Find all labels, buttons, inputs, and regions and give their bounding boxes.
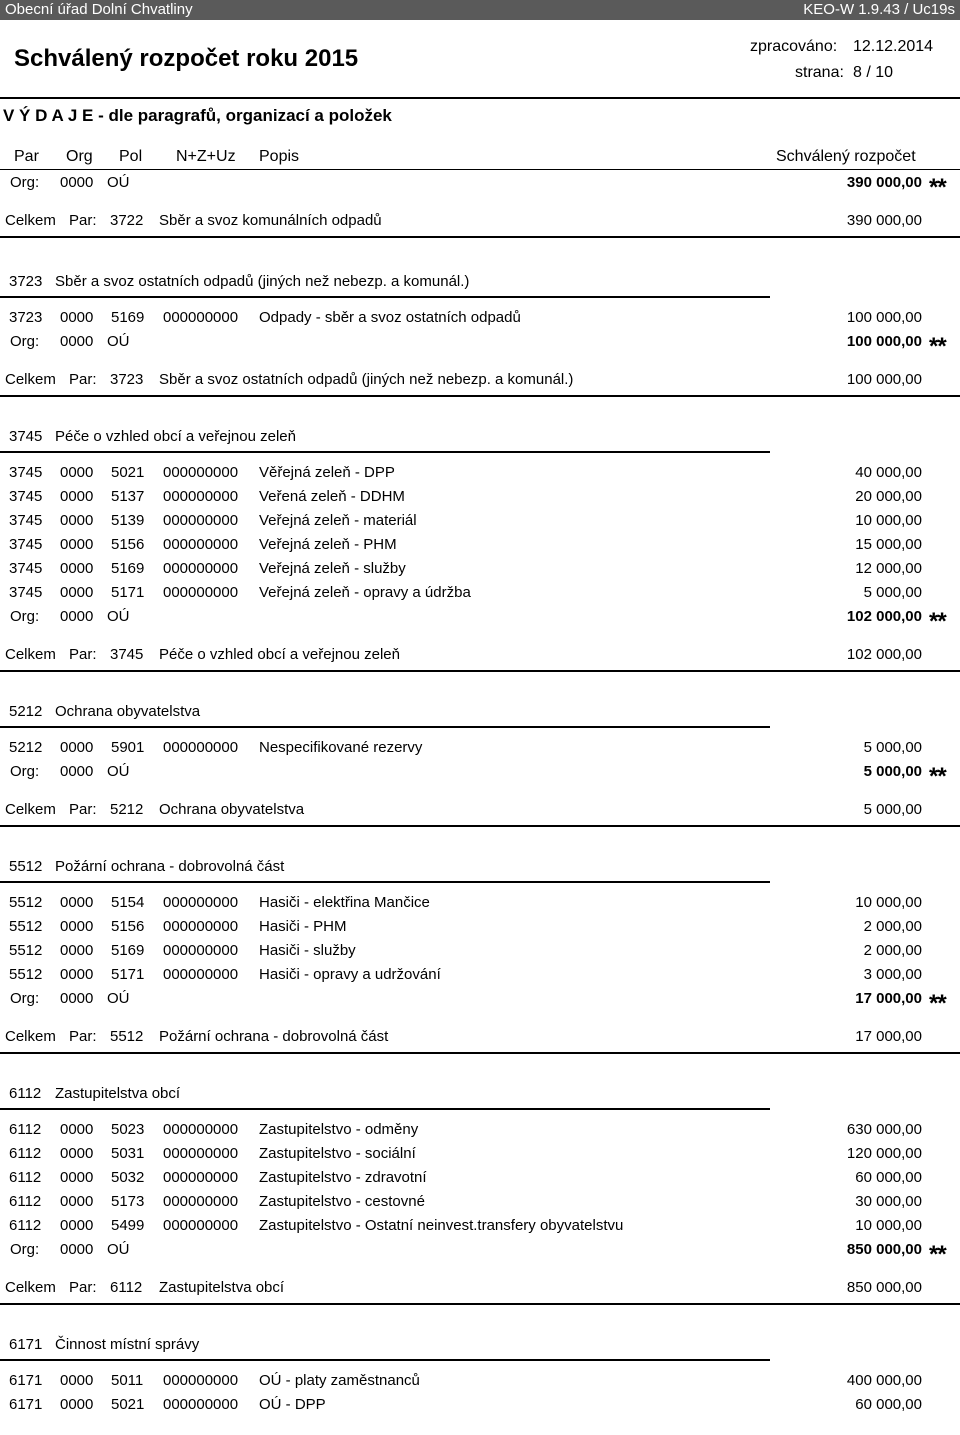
row-org: 0000 — [60, 894, 94, 911]
org-name: OÚ — [107, 763, 130, 780]
row-popis: Hasiči - elektřina Mančice — [259, 894, 430, 911]
col-header-par: Par — [14, 148, 39, 165]
row-nzu: 000000000 — [163, 1396, 239, 1413]
row-amount: 400 000,00 — [846, 1372, 922, 1389]
org-code: 0000 — [60, 333, 94, 350]
celkem-divider — [0, 825, 960, 827]
row-par: 5512 — [9, 966, 43, 983]
row-pol: 5032 — [111, 1169, 145, 1186]
row-amount: 10 000,00 — [855, 1217, 922, 1234]
org-name: OÚ — [107, 608, 130, 625]
row-nzu: 000000000 — [163, 512, 239, 529]
org-code: 0000 — [60, 763, 94, 780]
row-nzu: 000000000 — [163, 309, 239, 326]
row-pol: 5169 — [111, 942, 145, 959]
org-total-stars: ** — [929, 763, 946, 790]
row-amount: 12 000,00 — [855, 560, 922, 577]
row-popis: Nespecifikované rezervy — [259, 739, 423, 756]
celkem-par-label: Par: — [69, 212, 97, 229]
row-nzu: 000000000 — [163, 918, 239, 935]
org-total: 850 000,00 — [846, 1241, 922, 1258]
row-par: 3745 — [9, 536, 43, 553]
section-par-code: 6171 — [9, 1336, 43, 1353]
row-nzu: 000000000 — [163, 966, 239, 983]
section-title: Ochrana obyvatelstva — [55, 703, 201, 720]
row-org: 0000 — [60, 1145, 94, 1162]
col-header-popis: Popis — [259, 148, 300, 165]
section-divider — [0, 1108, 770, 1110]
row-popis: Věřejná zeleň - DPP — [259, 464, 395, 481]
org-total: 390 000,00 — [846, 174, 922, 191]
row-org: 0000 — [60, 488, 94, 505]
row-pol: 5139 — [111, 512, 145, 529]
section-par-code: 6112 — [9, 1085, 42, 1102]
row-pol: 5031 — [111, 1145, 145, 1162]
row-nzu: 000000000 — [163, 1121, 239, 1138]
celkem-total: 100 000,00 — [846, 371, 922, 388]
org-total-stars: ** — [929, 990, 946, 1017]
row-amount: 5 000,00 — [863, 739, 922, 756]
row-org: 0000 — [60, 464, 94, 481]
row-amount: 10 000,00 — [855, 512, 922, 529]
row-amount: 2 000,00 — [863, 918, 922, 935]
row-org: 0000 — [60, 942, 94, 959]
celkem-par-code: 3723 — [110, 371, 144, 388]
processed-label: zpracováno: — [750, 38, 838, 55]
row-org: 0000 — [60, 560, 94, 577]
celkem-label: Celkem — [5, 1028, 56, 1045]
celkem-divider — [0, 1303, 960, 1305]
celkem-label: Celkem — [5, 371, 56, 388]
row-popis: Veřejná zeleň - materiál — [259, 512, 417, 529]
row-org: 0000 — [60, 966, 94, 983]
row-amount: 20 000,00 — [855, 488, 922, 505]
row-nzu: 000000000 — [163, 1169, 239, 1186]
row-pol: 5154 — [111, 894, 145, 911]
page-number: 8 / 10 — [853, 64, 894, 81]
section-divider — [0, 726, 770, 728]
org-label: Org: — [10, 763, 40, 780]
celkem-par-label: Par: — [69, 646, 97, 663]
row-pol: 5169 — [111, 309, 145, 326]
org-label: Org: — [10, 608, 40, 625]
row-org: 0000 — [60, 512, 94, 529]
row-nzu: 000000000 — [163, 1193, 239, 1210]
celkem-par-name: Zastupitelstva obcí — [159, 1279, 285, 1296]
row-popis: Zastupitelstvo - zdravotní — [259, 1169, 427, 1186]
row-popis: Veřejná zeleň - PHM — [259, 536, 397, 553]
row-pol: 5137 — [111, 488, 145, 505]
row-amount: 120 000,00 — [846, 1145, 922, 1162]
row-popis: Zastupitelstvo - sociální — [259, 1145, 416, 1162]
column-header-divider — [0, 169, 960, 170]
section-divider — [0, 881, 770, 883]
row-par: 5512 — [9, 894, 43, 911]
org-total-stars: ** — [929, 608, 946, 635]
celkem-par-name: Sběr a svoz ostatních odpadů (jiných než nebezp. a komunál.) — [159, 371, 574, 388]
celkem-divider — [0, 395, 960, 397]
header-bar — [0, 0, 960, 20]
row-amount: 10 000,00 — [855, 894, 922, 911]
row-nzu: 000000000 — [163, 739, 239, 756]
row-org: 0000 — [60, 1121, 94, 1138]
row-amount: 15 000,00 — [855, 536, 922, 553]
row-nzu: 000000000 — [163, 1372, 239, 1389]
row-amount: 40 000,00 — [855, 464, 922, 481]
row-amount: 5 000,00 — [863, 584, 922, 601]
celkem-divider — [0, 236, 960, 238]
row-popis: Hasiči - služby — [259, 942, 356, 959]
row-pol: 5156 — [111, 536, 145, 553]
row-org: 0000 — [60, 918, 94, 935]
row-pol: 5021 — [111, 1396, 145, 1413]
celkem-par-code: 3722 — [110, 212, 144, 229]
org-label: Org: — [10, 990, 40, 1007]
row-org: 0000 — [60, 536, 94, 553]
row-par: 6112 — [9, 1145, 42, 1162]
org-code: 0000 — [60, 990, 94, 1007]
row-popis: Hasiči - opravy a udržování — [259, 966, 441, 983]
section-divider — [0, 296, 770, 298]
row-par: 5512 — [9, 918, 43, 935]
section-par-code: 3723 — [9, 273, 43, 290]
program-code: KEO-W 1.9.43 / Uc19s — [803, 1, 955, 18]
org-total-stars: ** — [929, 1241, 946, 1268]
title-divider — [0, 97, 960, 99]
col-header-nzu: N+Z+Uz — [176, 148, 236, 165]
row-pol: 5901 — [111, 739, 145, 756]
row-par: 3745 — [9, 488, 43, 505]
row-pol: 5023 — [111, 1121, 145, 1138]
office-name: Obecní úřad Dolní Chvatliny — [5, 1, 193, 18]
org-total: 100 000,00 — [846, 333, 922, 350]
col-header-pol: Pol — [119, 148, 143, 165]
section-title: Činnost místní správy — [55, 1336, 200, 1353]
row-nzu: 000000000 — [163, 1217, 239, 1234]
org-name: OÚ — [107, 990, 130, 1007]
row-par: 3745 — [9, 560, 43, 577]
celkem-par-code: 3745 — [110, 646, 144, 663]
org-code: 0000 — [60, 1241, 94, 1258]
row-org: 0000 — [60, 1396, 94, 1413]
row-par: 6112 — [9, 1217, 42, 1234]
row-nzu: 000000000 — [163, 560, 239, 577]
row-amount: 630 000,00 — [846, 1121, 922, 1138]
col-header-amount: Schválený rozpočet — [776, 148, 916, 165]
org-code: 0000 — [60, 174, 94, 191]
org-label: Org: — [10, 333, 40, 350]
row-amount: 2 000,00 — [863, 942, 922, 959]
org-label: Org: — [10, 1241, 40, 1258]
row-par: 6112 — [9, 1121, 42, 1138]
row-pol: 5156 — [111, 918, 145, 935]
celkem-par-label: Par: — [69, 1279, 97, 1296]
section-par-code: 5512 — [9, 858, 43, 875]
row-amount: 3 000,00 — [863, 966, 922, 983]
celkem-divider — [0, 1052, 960, 1054]
section-par-code: 3745 — [9, 428, 43, 445]
row-org: 0000 — [60, 1217, 94, 1234]
report-subtitle: V Ý D A J E - dle paragrafů, organizací a položek — [3, 106, 392, 125]
section-title: Sběr a svoz ostatních odpadů (jiných než nebezp. a komunál.) — [55, 273, 470, 290]
org-total-stars: ** — [929, 174, 946, 201]
celkem-total: 102 000,00 — [846, 646, 922, 663]
processed-date: 12.12.2014 — [853, 38, 934, 55]
row-amount: 60 000,00 — [855, 1169, 922, 1186]
row-pol: 5171 — [111, 966, 145, 983]
celkem-par-name: Sběr a svoz komunálních odpadů — [159, 212, 382, 229]
org-total-stars: ** — [929, 333, 946, 360]
celkem-label: Celkem — [5, 646, 56, 663]
celkem-total: 850 000,00 — [846, 1279, 922, 1296]
org-name: OÚ — [107, 333, 130, 350]
row-popis: Hasiči - PHM — [259, 918, 347, 935]
row-nzu: 000000000 — [163, 1145, 239, 1162]
section-divider — [0, 1359, 770, 1361]
celkem-par-name: Péče o vzhled obcí a veřejnou zeleň — [159, 646, 400, 663]
row-nzu: 000000000 — [163, 894, 239, 911]
row-org: 0000 — [60, 1169, 94, 1186]
row-amount: 30 000,00 — [855, 1193, 922, 1210]
row-par: 5512 — [9, 942, 43, 959]
org-label: Org: — [10, 174, 40, 191]
celkem-par-label: Par: — [69, 1028, 97, 1045]
row-popis: Veřená zeleň - DDHM — [259, 488, 405, 505]
row-nzu: 000000000 — [163, 488, 239, 505]
celkem-par-code: 6112 — [110, 1279, 143, 1296]
row-par: 5212 — [9, 739, 43, 756]
row-popis: OÚ - platy zaměstnanců — [259, 1372, 420, 1389]
row-par: 6171 — [9, 1372, 43, 1389]
row-par: 3723 — [9, 309, 43, 326]
org-name: OÚ — [107, 1241, 130, 1258]
row-popis: Veřejná zeleň - služby — [259, 560, 406, 577]
row-nzu: 000000000 — [163, 584, 239, 601]
row-par: 6112 — [9, 1169, 42, 1186]
row-org: 0000 — [60, 584, 94, 601]
org-code: 0000 — [60, 608, 94, 625]
celkem-par-code: 5212 — [110, 801, 144, 818]
row-par: 3745 — [9, 584, 43, 601]
row-pol: 5011 — [111, 1372, 144, 1389]
row-pol: 5169 — [111, 560, 145, 577]
row-pol: 5171 — [111, 584, 145, 601]
page-title: Schválený rozpočet roku 2015 — [14, 45, 359, 72]
celkem-par-name: Požární ochrana - dobrovolná část — [159, 1028, 389, 1045]
row-nzu: 000000000 — [163, 536, 239, 553]
celkem-total: 390 000,00 — [846, 212, 922, 229]
row-popis: Zastupitelstvo - odměny — [259, 1121, 419, 1138]
row-popis: OÚ - DPP — [259, 1396, 326, 1413]
row-pol: 5173 — [111, 1193, 145, 1210]
celkem-par-label: Par: — [69, 801, 97, 818]
row-pol: 5021 — [111, 464, 145, 481]
row-nzu: 000000000 — [163, 464, 239, 481]
celkem-label: Celkem — [5, 801, 56, 818]
celkem-label: Celkem — [5, 1279, 56, 1296]
celkem-total: 5 000,00 — [863, 801, 922, 818]
section-divider — [0, 451, 770, 453]
section-title: Péče o vzhled obcí a veřejnou zeleň — [55, 428, 296, 445]
row-org: 0000 — [60, 739, 94, 756]
row-par: 6171 — [9, 1396, 43, 1413]
row-par: 3745 — [9, 512, 43, 529]
row-org: 0000 — [60, 1372, 94, 1389]
row-popis: Zastupitelstvo - cestovné — [259, 1193, 425, 1210]
org-total: 102 000,00 — [846, 608, 922, 625]
row-nzu: 000000000 — [163, 942, 239, 959]
row-amount: 60 000,00 — [855, 1396, 922, 1413]
row-pol: 5499 — [111, 1217, 145, 1234]
celkem-par-label: Par: — [69, 371, 97, 388]
celkem-par-name: Ochrana obyvatelstva — [159, 801, 305, 818]
row-org: 0000 — [60, 309, 94, 326]
row-popis: Zastupitelstvo - Ostatní neinvest.transfery obyvatelstvu — [259, 1217, 624, 1234]
celkem-label: Celkem — [5, 212, 56, 229]
row-org: 0000 — [60, 1193, 94, 1210]
org-total: 5 000,00 — [863, 763, 922, 780]
org-name: OÚ — [107, 174, 130, 191]
row-amount: 100 000,00 — [846, 309, 922, 326]
celkem-total: 17 000,00 — [855, 1028, 922, 1045]
section-title: Zastupitelstva obcí — [55, 1085, 181, 1102]
row-par: 6112 — [9, 1193, 42, 1210]
row-popis: Odpady - sběr a svoz ostatních odpadů — [259, 309, 521, 326]
org-total: 17 000,00 — [855, 990, 922, 1007]
section-title: Požární ochrana - dobrovolná část — [55, 858, 285, 875]
page-label: strana: — [795, 64, 844, 81]
row-popis: Veřejná zeleň - opravy a údržba — [259, 584, 471, 601]
celkem-par-code: 5512 — [110, 1028, 144, 1045]
row-par: 3745 — [9, 464, 43, 481]
celkem-divider — [0, 670, 960, 672]
col-header-org: Org — [66, 148, 93, 165]
section-par-code: 5212 — [9, 703, 43, 720]
